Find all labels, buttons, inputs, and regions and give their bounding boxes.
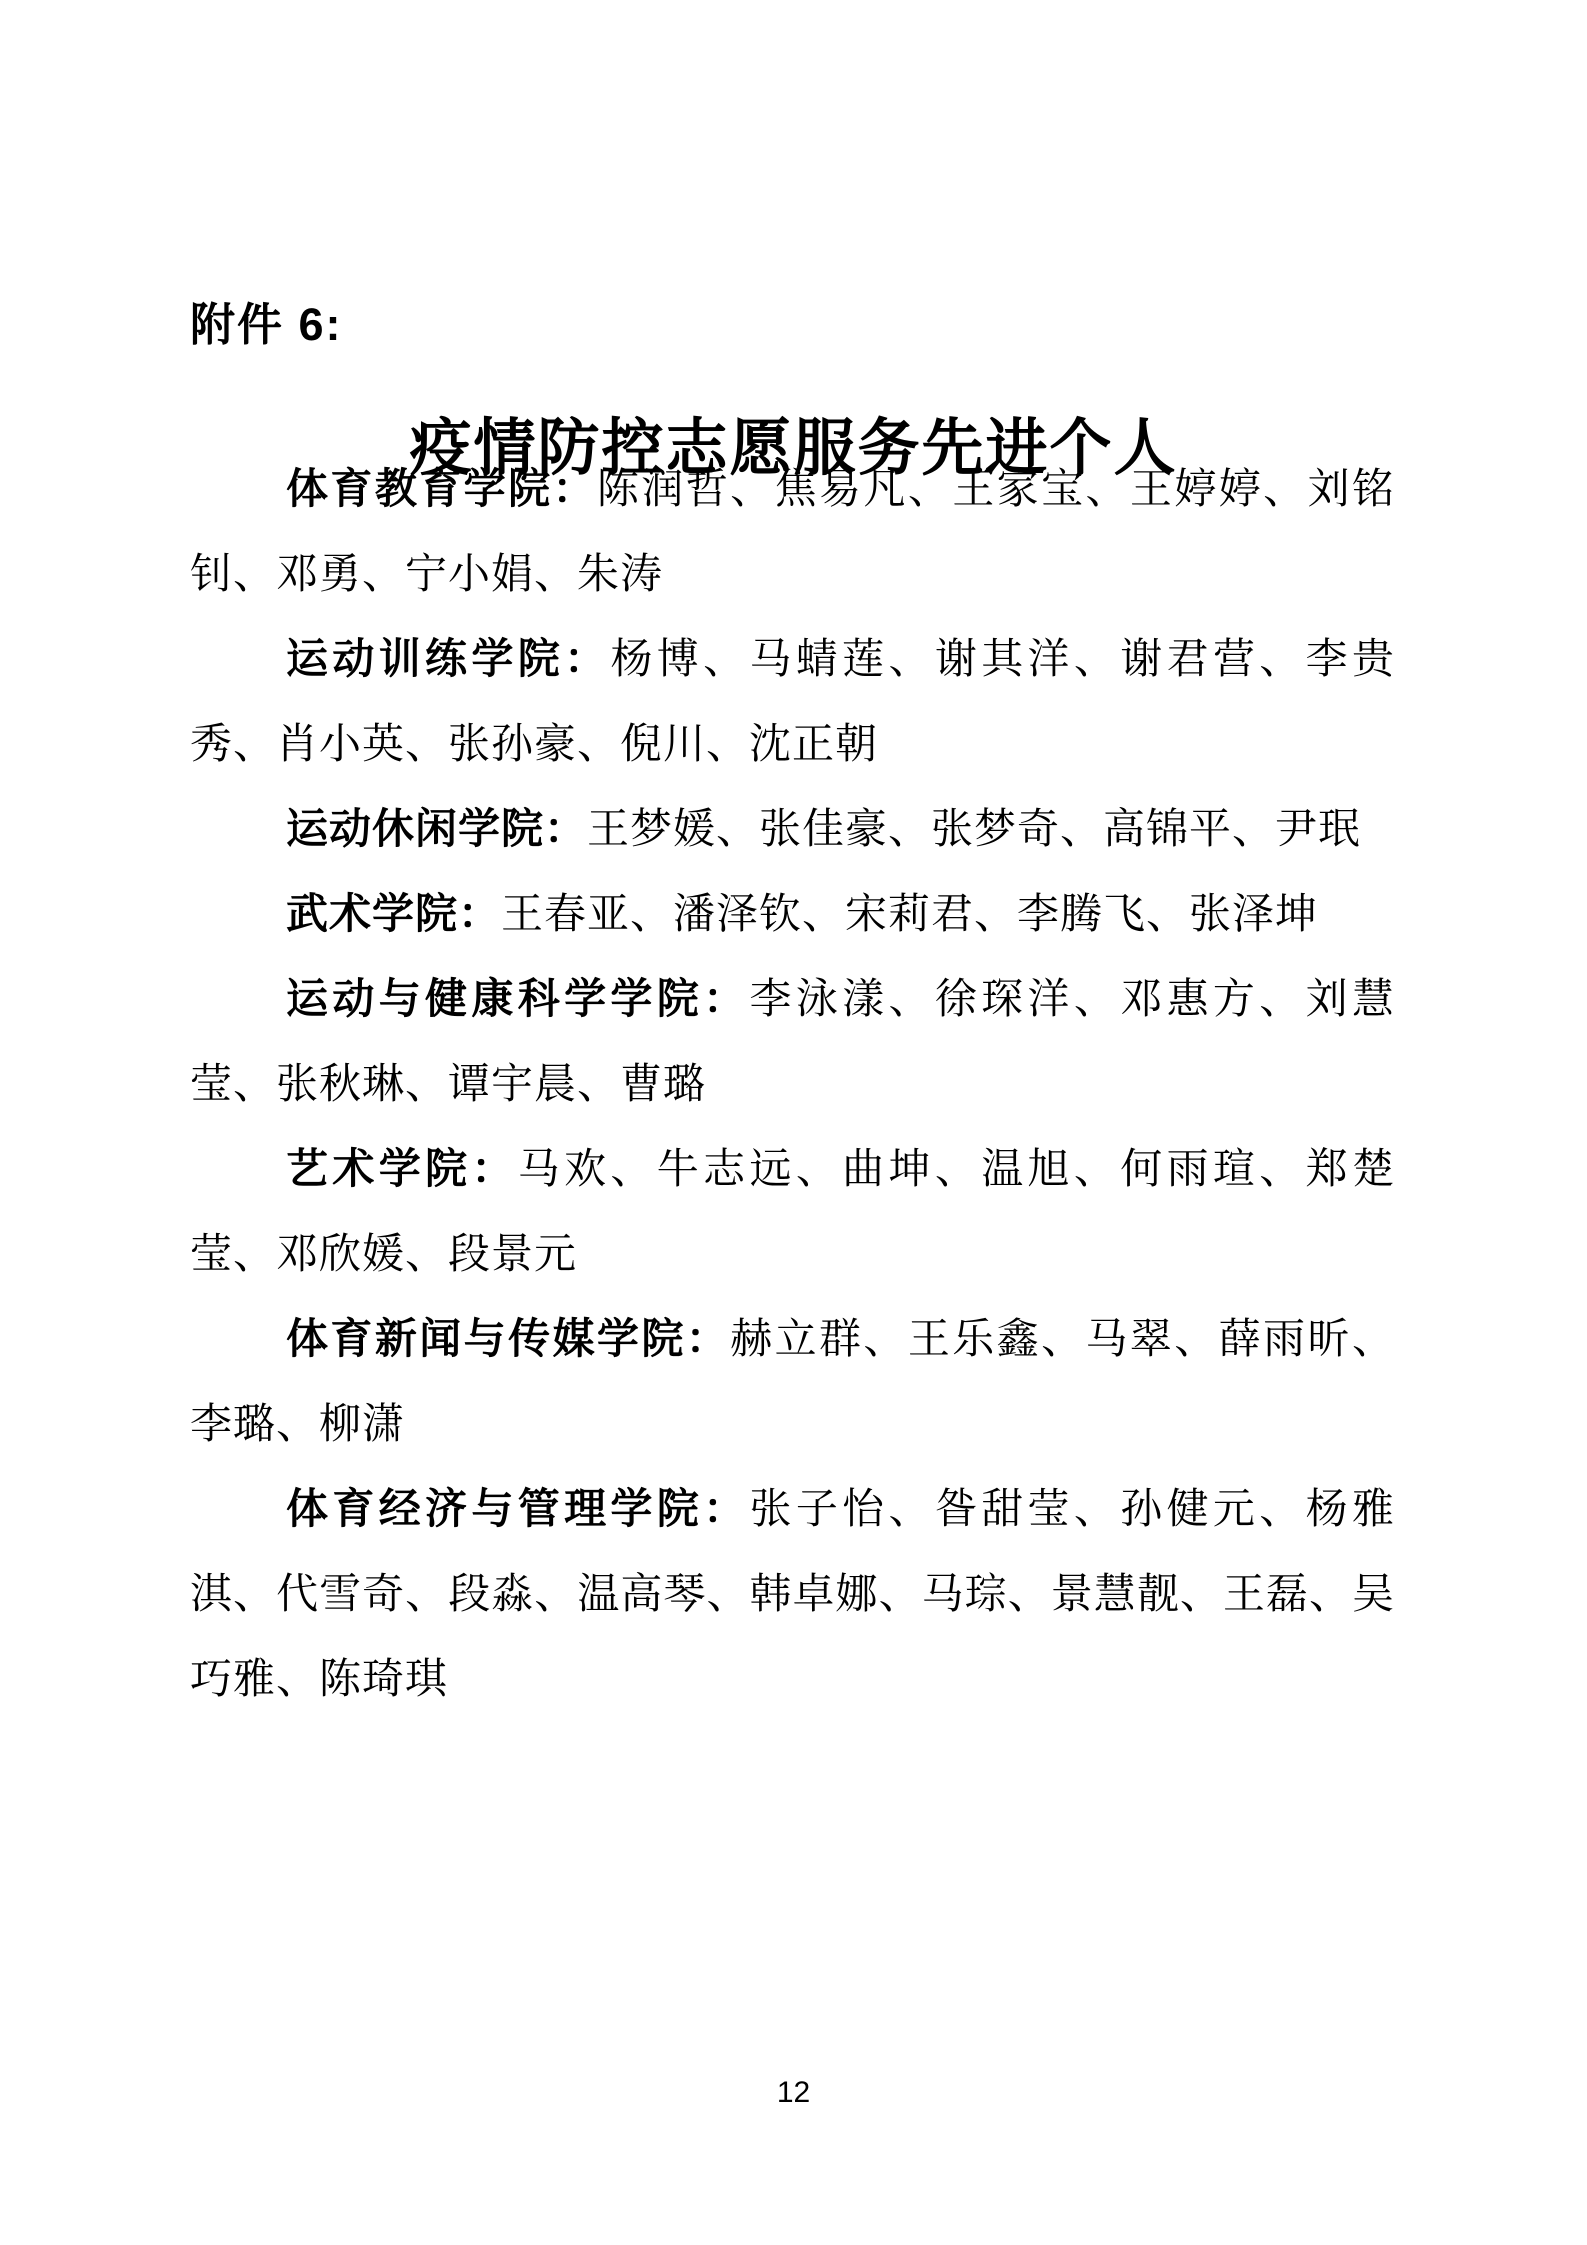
document-title: 疫情防控志愿服务先进个人 [409, 414, 1178, 483]
college-paragraph [190, 958, 1395, 1128]
college-paragraph [190, 788, 1395, 873]
student-names: 李泳漾、徐琛洋、邓惠方、刘慧莹、张秋琳、谭宇晨、曹璐 [190, 977, 1395, 1108]
college-paragraph [190, 448, 1395, 618]
student-names: 马欢、牛志远、曲坤、温旭、何雨瑄、郑楚莹、邓欣媛、段景元 [190, 1147, 1395, 1278]
student-names: 王春亚、潘泽钦、宋莉君、李腾飞、张泽坤 [501, 892, 1319, 938]
college-name: 体育经济与管理学院： [286, 1487, 750, 1533]
student-names: 赫立群、王乐鑫、马翠、薛雨昕、李璐、柳潇 [190, 1317, 1395, 1448]
college-paragraph [190, 618, 1395, 788]
page-number: 12 [776, 2076, 811, 2109]
college-paragraph [190, 873, 1395, 958]
college-name: 艺术学院： [286, 1147, 518, 1193]
college-name: 武术学院： [286, 892, 502, 938]
student-names: 陈润哲、焦易凡、王家宝、王婷婷、刘铭钊、邓勇、宁小娟、朱涛 [190, 467, 1395, 598]
student-names: 王梦媛、张佳豪、张梦奇、高锦平、尹珉 [587, 807, 1362, 853]
college-name: 运动与健康科学学院： [286, 977, 750, 1023]
college-name: 体育教育学院： [286, 467, 597, 513]
college-name: 运动训练学院： [286, 637, 611, 683]
college-paragraph [190, 1128, 1395, 1298]
college-name: 运动休闲学院： [286, 807, 588, 853]
college-list [190, 448, 1395, 1723]
college-name: 体育新闻与传媒学院： [286, 1317, 731, 1363]
student-names: 张子怡、昝甜莹、孙健元、杨雅淇、代雪奇、段淼、温高琴、韩卓娜、马琮、景慧靓、王磊、吴巧雅、陈琦琪 [190, 1487, 1395, 1703]
student-names: 杨博、马蜻莲、谢其洋、谢君营、李贵秀、肖小英、张孙豪、倪川、沈正朝 [190, 637, 1395, 768]
attachment-label: 附件 6: [190, 299, 343, 350]
college-paragraph [190, 1468, 1395, 1723]
college-paragraph [190, 1298, 1395, 1468]
